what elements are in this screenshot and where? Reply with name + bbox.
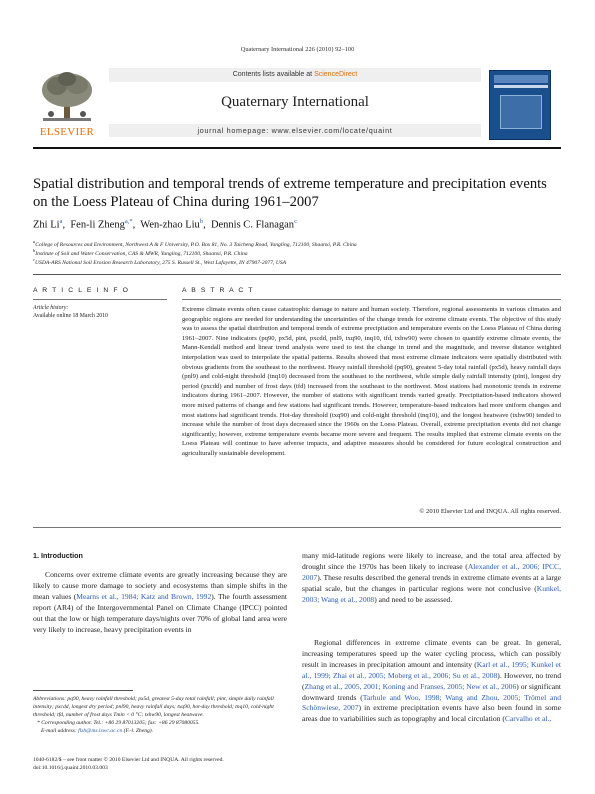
author-list: Zhi Li$^a$, Fen-li Zheng$^{a,*}$, Wen-zhao Liu$^b$, Dennis C. Flanagan$^c$ bbox=[33, 218, 297, 231]
author-name: Dennis C. Flanagan bbox=[210, 219, 295, 231]
journal-homepage-link[interactable]: journal homepage: www.elsevier.com/locate/quaint bbox=[197, 126, 393, 135]
abstract-rule bbox=[182, 299, 561, 300]
intro-text: ). However, no trend ( bbox=[302, 670, 561, 691]
intro-text: Regional differences in extreme climate events can be great. In general, increasing temperatures speed up the water cycling process, which can possibly result in increases in precipitation amount and intensity ( bbox=[302, 638, 561, 669]
email-link[interactable]: flzh@ms.iswc.ac.cn bbox=[78, 728, 123, 735]
journal-title: Quaternary International bbox=[221, 94, 369, 110]
author-affil-marker[interactable]: c bbox=[294, 218, 297, 225]
author-affil-marker[interactable]: a,* bbox=[124, 218, 133, 225]
doi-link[interactable]: doi:10.1016/j.quaint.2010.03.003 bbox=[33, 765, 108, 771]
email-suffix: (F.-l. Zheng). bbox=[122, 728, 154, 735]
article-history-label: Article history: bbox=[33, 305, 69, 311]
citation-link[interactable]: Mearns et al., 1984; Katz and Brown, 1992 bbox=[76, 591, 212, 601]
author-affil-marker[interactable]: b bbox=[199, 218, 204, 225]
intro-right-paragraph-1 bbox=[302, 551, 561, 606]
intro-text: ). These results described the general trends in extreme climate events at a large spatial scale, but the changes in particular regions were not conclusive ( bbox=[302, 572, 561, 593]
abstract-copyright: © 2010 Elsevier Ltd and INQUA. All rights reserved. bbox=[419, 508, 561, 515]
affiliation-text: USDA-ARS National Soil Erosion Research Laboratory, 275 S. Russell St., West Lafayette, IN 47907-2077, USA bbox=[35, 259, 287, 266]
footnotes bbox=[33, 695, 287, 735]
affiliation-marker: a bbox=[33, 239, 36, 244]
intro-right-paragraph-2 bbox=[302, 638, 561, 725]
abstract-heading: A B S T R A C T bbox=[182, 287, 254, 294]
contents-prefix: Contents lists available at bbox=[232, 71, 315, 78]
intro-text: ) and need to be assessed. bbox=[374, 594, 453, 604]
intro-text: ). The fourth assessment report (AR4) of the Intergovernmental Panel on Climate Change (IPCC) pointed out that the low or high temperature days/nights over 70% of global land area were very likely to increase, heavy precipitation events in bbox=[33, 591, 287, 634]
affiliation-text: Institute of Soil and Water Conservation, CAS & MWR, Yangling, 712100, Shaanxi, P.R. China bbox=[35, 250, 248, 257]
article-info-heading: A R T I C L E I N F O bbox=[33, 287, 130, 294]
intro-left-paragraph bbox=[33, 570, 287, 635]
journal-cover-image bbox=[489, 70, 551, 140]
abbreviations-footnote: Abbreviations: pq90, heavy rainfall threshold; px5d, greatest 5-day total rainfall; pint, simple daily rainfall intensity; pxcdd, longest dry period; pnl90, heavy rainfall days; txq90, hot-day threshold; tnq10, cold-night threshold; tfd, number of frost days Tmin < 0 °C; txhw90, longest heatwave. bbox=[33, 696, 274, 719]
citation-link[interactable]: Karl et al., 1995; Kunkel et al., 1999; Zhai et al., 2005; Moberg et al., 2006; Su et al., 2008 bbox=[302, 659, 561, 680]
email-label: E-mail address: bbox=[41, 728, 79, 735]
article-history-value: Available online 18 March 2010 bbox=[33, 313, 108, 319]
sciencedirect-link[interactable]: ScienceDirect bbox=[314, 71, 358, 78]
intro-text: many mid-latitude regions were likely to increase, and the total area affected by drought since the 1970s has been likely to increase ( bbox=[302, 551, 561, 571]
abstract-text: Extreme climate events often cause catastrophic damage to nature and human society. Therefore, regional assessments in various climates and geographic regions are needed for understanding the uncertainties of the change trends for extreme climate events. The objective of this study was to assess the spatial distribution and temporal trends of extreme precipitation and temperature events on the Loess Plateau of China during 1961–2007. Nine indicators (pq90, px5d, pint, pxcdd, pnl9, txq90, tnq10, tfd, txhw90) were chosen to quantify extreme climate events, the Mann-Kendall method and linear trend analysis were used to test the change in trend and the magnitude, and inverse distance weighted interpolation was used to interpolate the spatial patterns. Results showed that most extreme climate indicators were spatially distributed with obvious gradients from the southeast to the northwest. Heavy rainfall threshold (pq90), greatest 5-day total rainfall (px5d), heavy rainfall days (pnl9) and cold-night threshold (tnq10) decreased from the southeast to the northwest, while simple daily rainfall intensity (pint), longest dry period (pxcdd) and number of frost days (tfd) increased from the southeast to the northwest. Most stations had monotonic trends in extreme indicators during 1961–2007. However, the number of stations with significant trends varied greatly. Precipitation-based indicators showed more mixed patterns of change and few stations had significant trends. However, temperature-based indicators had more uniform changes and most stations had significant trends. Hot-day threshold (txq90) and cold-night threshold (tnq10), and the longest heatwave (txhw90) tended to increase while the number of frost days decreased since the 1960s on the Loess Plateau. Overall, extreme precipitation events did not change significantly; however, extreme temperature events became more severe and frequent. The results implied that extreme climate events on the Loess Plateau will continue to have adverse impacts, and adaptive measures should be considered for future ecological construction and agriculturally sustainable development. bbox=[182, 306, 561, 457]
header-divider bbox=[33, 147, 561, 149]
intro-text: Concerns over extreme climate events are greatly increasing because they are likely to cause more damage to society and ecosystems than simple shifts in the mean values ( bbox=[33, 570, 287, 601]
article-info-rule bbox=[33, 299, 167, 300]
affiliation bbox=[33, 248, 561, 257]
issn-line: 1040-6182/$ – see front matter © 2010 Elsevier Ltd and INQUA. All rights reserved. bbox=[33, 757, 224, 763]
author-name: Wen-zhao Liu bbox=[140, 219, 200, 231]
abstract-bottom-divider bbox=[33, 527, 561, 528]
intro-text: ) or significant downward trends ( bbox=[302, 681, 561, 702]
citation-link[interactable]: Kunkel, 2003; Wang et al., 2008 bbox=[302, 583, 561, 604]
citation-link[interactable]: Alexander et al., 2006; IPCC, 2007 bbox=[302, 561, 561, 582]
journal-header bbox=[33, 68, 561, 144]
publisher-name: ELSEVIER bbox=[39, 126, 95, 138]
elsevier-tree-icon bbox=[39, 70, 95, 124]
affiliation-text: College of Resources and Environment, Northwest A & F University, P.O. Box 81, No. 3 Taicheng Road, Yangling, 712100, Shaanxi, P.R. China bbox=[35, 241, 357, 248]
affiliation bbox=[33, 257, 561, 266]
citation-link[interactable]: Carvalho et al., bbox=[504, 714, 552, 724]
citation-link[interactable]: Zhang et al., 2005, 2001; Koning and Franses, 2005; New et al., 2006 bbox=[304, 681, 517, 691]
issn-block bbox=[33, 756, 293, 772]
email-footnote bbox=[33, 727, 287, 735]
footnote-rule bbox=[33, 690, 133, 691]
author-name: Zhi Li bbox=[33, 219, 60, 231]
section-heading-introduction: 1. Introduction bbox=[33, 551, 83, 560]
affiliation-marker: c bbox=[33, 257, 35, 262]
journal-reference: Quaternary International 226 (2010) 92–100 bbox=[240, 46, 355, 53]
article-title: Spatial distribution and temporal trends of extreme temperature and precipitation events on the Loess Plateau of China during 1961–2007 bbox=[33, 176, 547, 210]
citation-link[interactable]: Tarhule and Woo, 1998; Wang and Zhou, 2005; Trömel and Schönwiese, 2007 bbox=[302, 692, 561, 713]
author-affil-marker[interactable]: a bbox=[59, 218, 63, 225]
affiliation-marker: b bbox=[33, 248, 36, 253]
affiliation bbox=[33, 239, 561, 248]
corresponding-author-footnote: * Corresponding author. Tel.: +86 29 87013205; fax: +86 29 87080055. bbox=[37, 720, 200, 727]
contents-available-bar bbox=[109, 68, 481, 82]
author-name: Fen-li Zheng bbox=[70, 219, 125, 231]
intro-text: ) in extreme precipitation events have also been found in some areas due to variabilities such as topography and local circulation ( bbox=[302, 703, 561, 724]
elsevier-logo[interactable] bbox=[33, 68, 101, 138]
affiliation-divider bbox=[33, 274, 561, 275]
